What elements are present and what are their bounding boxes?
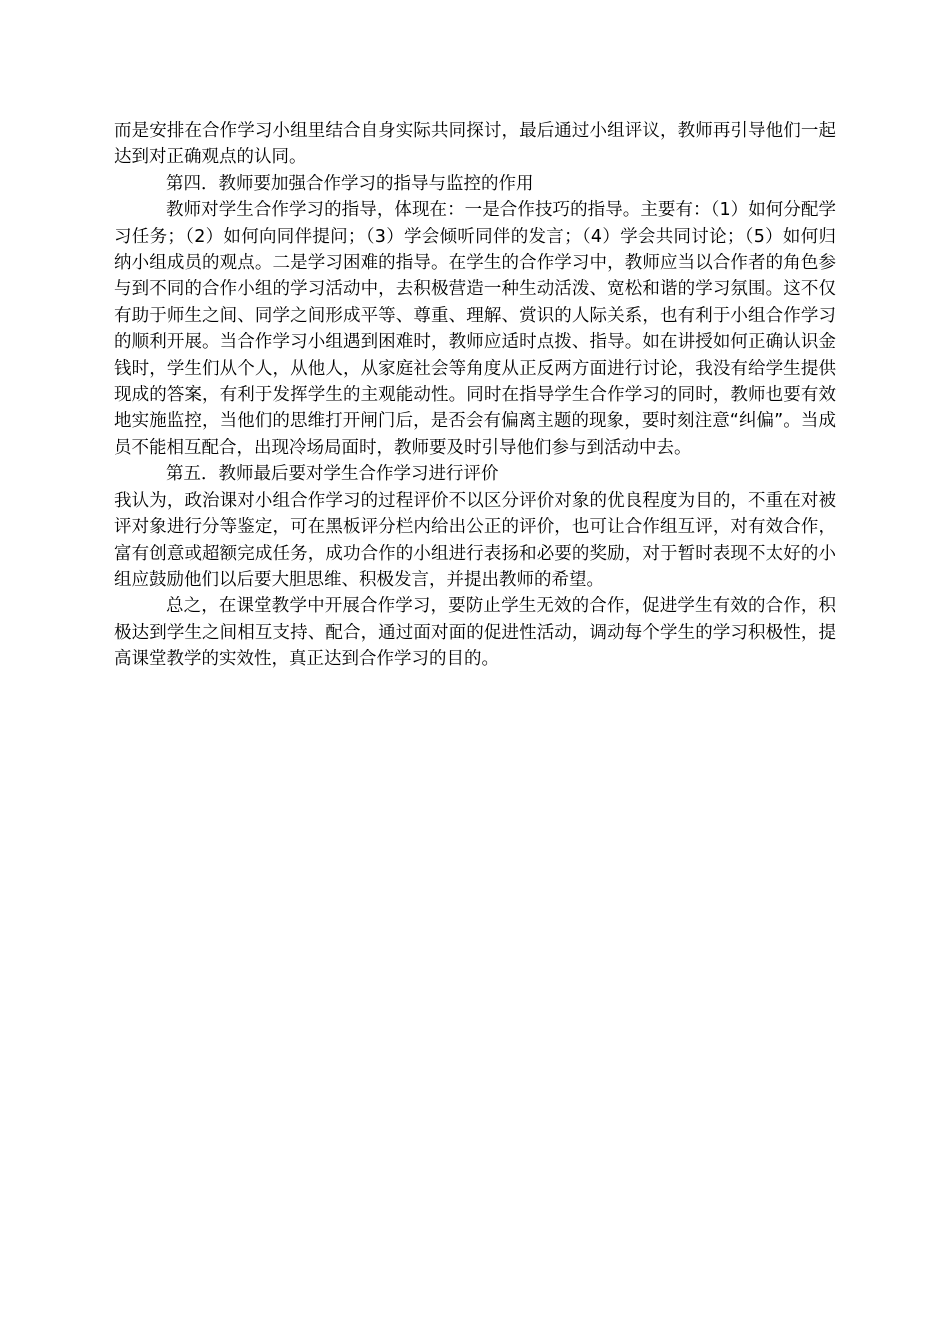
section-heading-four: 第四．教师要加强合作学习的指导与监控的作用 [166, 173, 534, 194]
paragraph-evaluation: 我认为，政治课对小组合作学习的过程评价不以区分评价对象的优良程度为目的，不重在对被评对象进行分等鉴定，可在黑板评分栏内给出公正的评价，也可让合作组互评，对有效合作，富有创意或超额完成任务，成功合作的小组进行表扬和必要的奖励，对于暂时表现不太好的小组应鼓励他们以后要大胆思维、积极发言，并提出教师的希望。 [114, 490, 836, 590]
paragraph-conclusion: 总之，在课堂教学中开展合作学习，要防止学生无效的合作，促进学生有效的合作，积极达到学生之间相互支持、配合，通过面对面的促进性活动，调动每个学生的学习积极性，提高课堂教学的实效性，真正达到合作学习的目的。 [114, 596, 836, 670]
paragraph-guidance: 教师对学生合作学习的指导，体现在：一是合作技巧的指导。主要有：（1）如何分配学习任务；（2）如何向同伴提问；（3）学会倾听同伴的发言；（4）学会共同讨论；（5）如何归纳小组成员的观点。二是学习困难的指导。在学生的合作学习中，教师应当以合作者的角色参与到不同的合作小组的学习活动中，去积极营造一种生动活泼、宽松和谐的学习氛围。这不仅有助于师生之间、同学之间形成平等、尊重、理解、赏识的人际关系，也有利于小组合作学习的顺利开展。当合作学习小组遇到困难时，教师应适时点拨、指导。如在讲授如何正确认识金钱时，学生们从个人，从他人，从家庭社会等角度从正反两方面进行讨论，我没有给学生提供现成的答案，有利于发挥学生的主观能动性。同时在指导学生合作学习的同时，教师也要有效地实施监控，当他们的思维打开闸门后，是否会有偏离主题的现象，要时刻注意“纠偏”。当成员不能相互配合，出现冷场局面时，教师要及时引导他们参与到活动中去。 [114, 200, 836, 458]
section-heading-five: 第五．教师最后要对学生合作学习进行评价 [166, 464, 499, 485]
document-page [114, 118, 836, 673]
paragraph-continuation: 而是安排在合作学习小组里结合自身实际共同探讨，最后通过小组评议，教师再引导他们一起达到对正确观点的认同。 [114, 121, 836, 168]
